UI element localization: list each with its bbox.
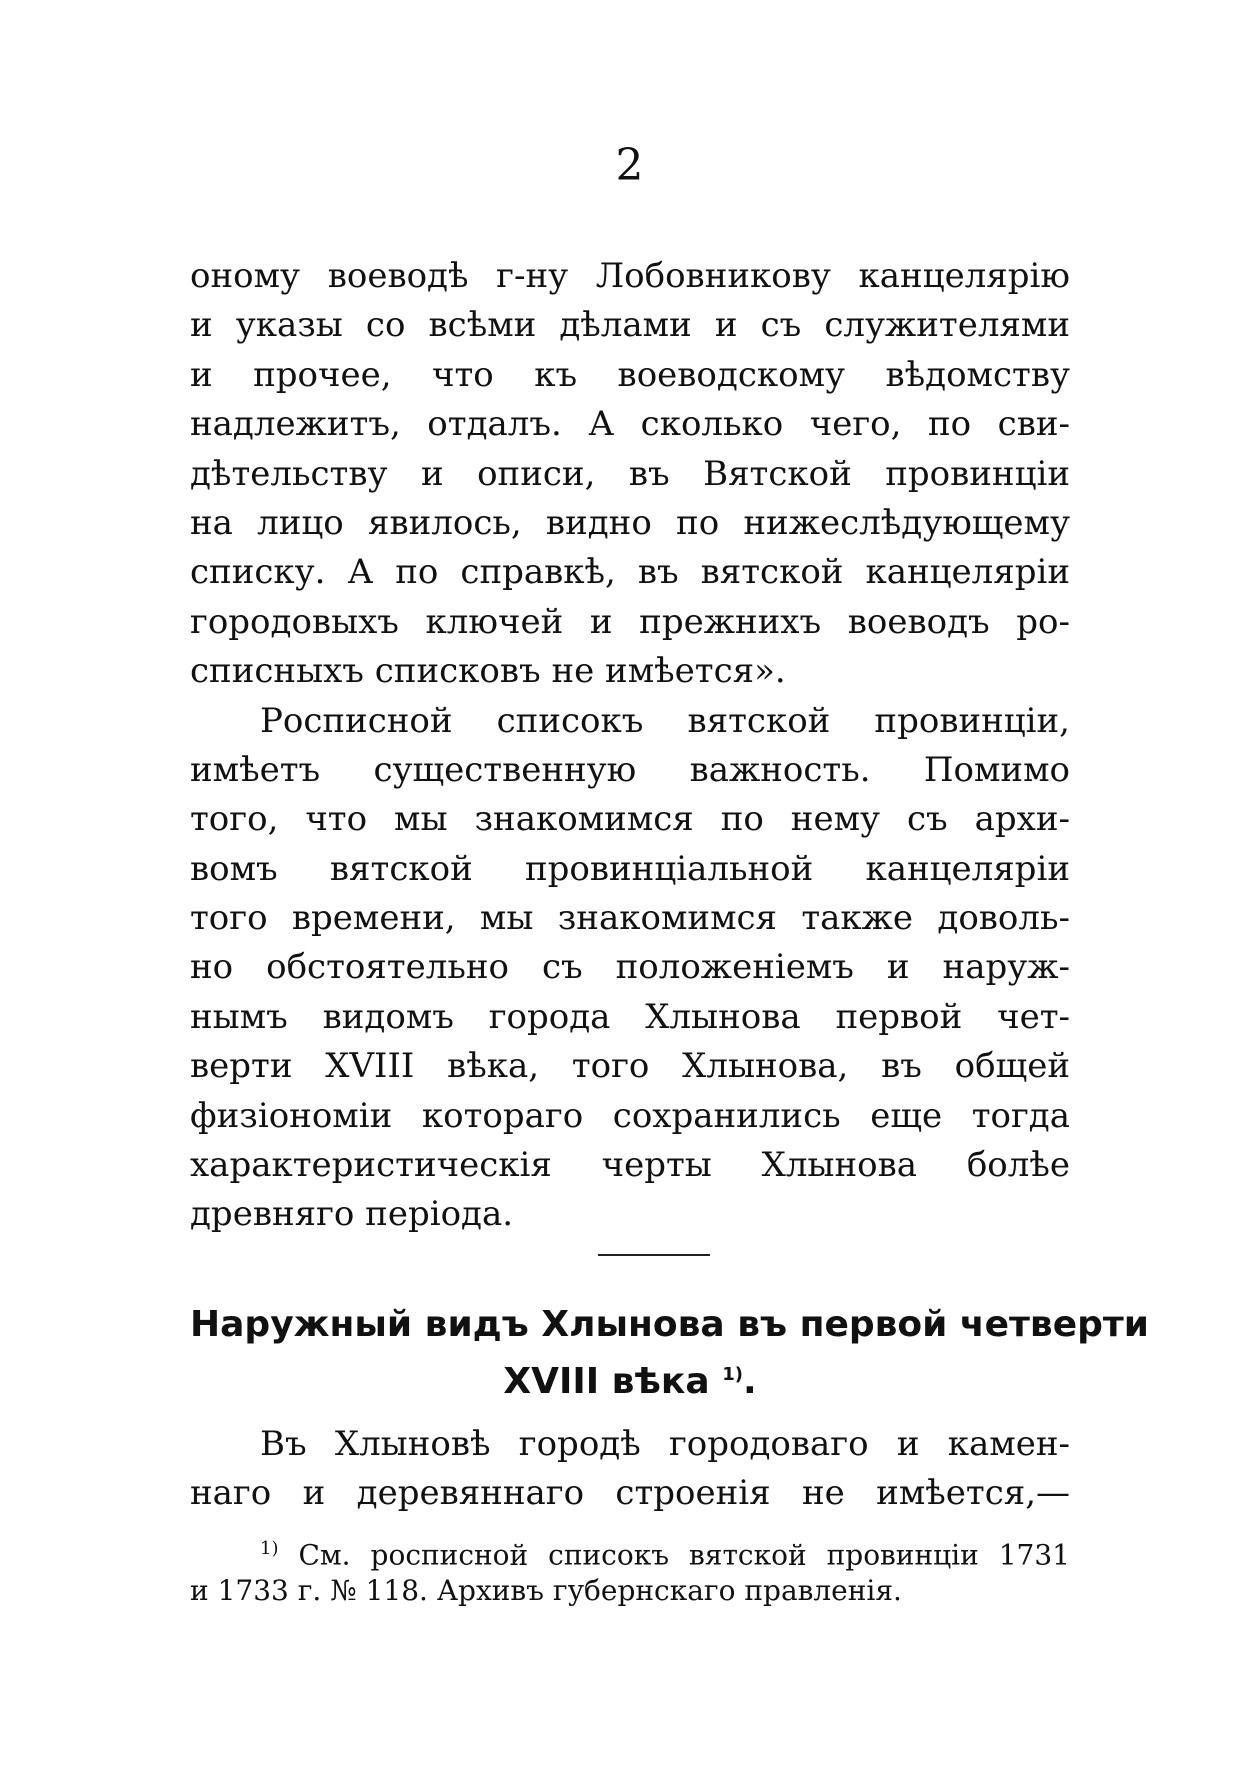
footnote-line: и 1733 г. № 118. Архивъ губернскаго правленія. — [190, 1574, 902, 1607]
text-line: и прочее, что къ воеводскому вѣдомству — [190, 354, 1070, 395]
text-line: верти XVIII вѣка, того Хлынова, въ общей — [190, 1046, 1070, 1087]
text-line: Росписной списокъ вятской провинціи, — [260, 700, 1070, 741]
text-line: но обстоятельно съ положеніемъ и наруж- — [190, 947, 1070, 988]
text-line: городовыхъ ключей и прежнихъ воеводъ ро- — [190, 601, 1070, 642]
footnote — [190, 1528, 1070, 1612]
text-line: физіономіи котораго сохранились еще тогда — [190, 1095, 1070, 1136]
section-divider — [598, 1254, 710, 1256]
section-heading — [190, 1300, 1149, 1407]
text-line: нымъ видомъ города Хлынова первой чет- — [190, 996, 1070, 1037]
heading-line: XVIII вѣка $^{1)}$. — [503, 1361, 757, 1402]
text-line: имѣетъ существенную важность. Помимо — [190, 749, 1070, 790]
text-line: того времени, мы знакомимся также доволь- — [190, 898, 1070, 939]
section-text — [190, 1420, 1070, 1519]
page-number: 2 — [615, 140, 644, 191]
footnote-line — [190, 1528, 1070, 1570]
text-line: на лицо явилось, видно по нижеслѣдующему — [190, 502, 1070, 543]
text-line: оному воеводѣ г-ну Лобовникову канцелярію — [190, 256, 1070, 296]
heading-line: Наружный видъ Хлынова въ первой четверти — [190, 1304, 1149, 1345]
body-text — [190, 252, 1070, 1240]
text-line: дѣтельству и описи, въ Вятской провинціи — [190, 453, 1070, 494]
text-line: характеристическія черты Хлынова болѣе — [190, 1145, 1070, 1186]
footnote-reference[interactable]: 1) — [722, 1364, 743, 1385]
text-line: того, что мы знакомимся по нему съ архи- — [190, 799, 1070, 840]
text-line: списку. А по справкѣ, въ вятской канцеляріи — [190, 552, 1070, 593]
text-line: вомъ вятской провинціальной канцеляріи — [190, 848, 1070, 889]
footnote-text: См. росписной списокъ вятской провинціи 1731 — [298, 1538, 1070, 1572]
text-line: надлежитъ, отдалъ. А сколько чего, по сви- — [190, 404, 1070, 445]
text-line: и указы со всѣми дѣлами и съ служителями — [190, 305, 1070, 346]
heading-line-text: XVIII вѣка — [503, 1361, 710, 1402]
text-line: наго и деревяннаго строенія не имѣется,— — [190, 1473, 1070, 1514]
text-line: Въ Хлыновѣ городѣ городоваго и камен- — [260, 1424, 1070, 1464]
footnote-marker: 1) — [260, 1538, 279, 1559]
text-line: древняго періода. — [190, 1194, 514, 1235]
text-line: списныхъ списковъ не имѣется». — [190, 651, 786, 692]
